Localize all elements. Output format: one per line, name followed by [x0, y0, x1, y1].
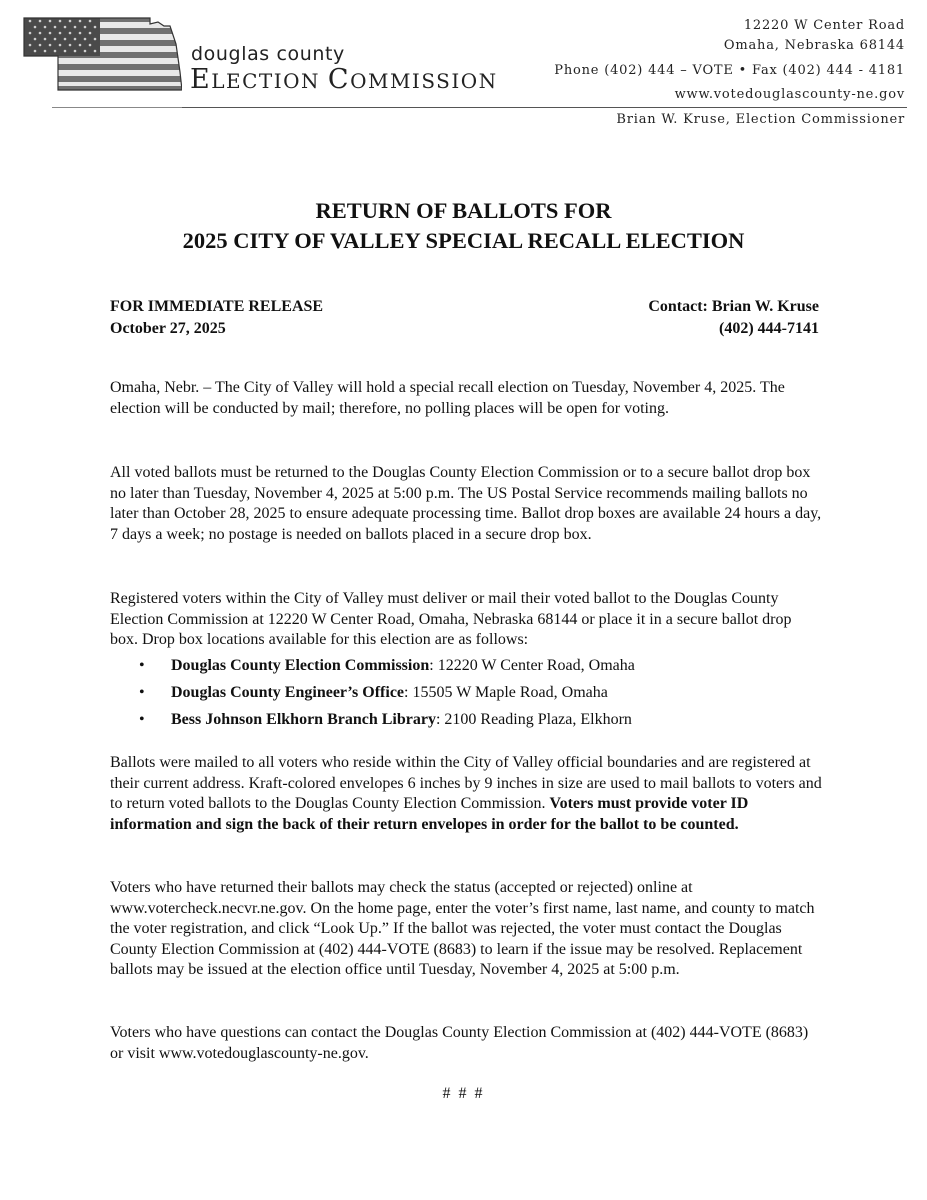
- contact-name: Contact: Brian W. Kruse: [648, 298, 819, 315]
- release-block: [110, 296, 323, 340]
- divider-left: [52, 107, 187, 108]
- letterhead: [0, 0, 927, 140]
- paragraph-1: Omaha, Nebr. – The City of Valley will hold a special recall election on Tuesday, November 4, 2025. The election will be conducted by mail; therefore, no polling places will be open for voting.: [110, 379, 785, 417]
- page-title: [0, 196, 927, 256]
- location-sep: :: [435, 711, 445, 728]
- drop-box-list: [110, 655, 822, 736]
- location-name: Douglas County Engineer’s Office: [171, 684, 405, 701]
- title-line2: 2025 CITY OF VALLEY SPECIAL RECALL ELECTION: [182, 228, 745, 253]
- title-line1: RETURN OF BALLOTS FOR: [315, 198, 612, 223]
- end-mark: # # #: [442, 1085, 485, 1102]
- paragraph-4: [110, 753, 822, 835]
- org-name-rest-2: OMMISSION: [350, 69, 498, 93]
- phone-fax: Phone (402) 444 – VOTE • Fax (402) 444 - 4181: [554, 63, 905, 78]
- release-date: October 27, 2025: [110, 320, 226, 337]
- location-name: Bess Johnson Elkhorn Branch Library: [171, 711, 436, 728]
- org-name-cap-e: E: [190, 64, 212, 95]
- org-name-line1: douglas county: [191, 43, 345, 65]
- paragraph-3: Registered voters within the City of Valley must deliver or mail their voted ballot to the Douglas County Election Commission at 12220 W Center Road, Omaha, Nebraska 68144 or place it in a secure ballot drop box. Drop box locations available for this election are as follows:: [110, 590, 792, 649]
- org-name-line2: [190, 66, 498, 93]
- contact-block: [648, 296, 819, 340]
- location-address: 15505 W Maple Road, Omaha: [412, 684, 608, 701]
- paragraph-2: All voted ballots must be returned to the Douglas County Election Commission or to a secure ballot drop box no later than Tuesday, November 4, 2025 at 5:00 p.m. The US Postal Service recommends mailing ballots no later than October 28, 2025 to ensure adequate processing time. Ballot drop boxes are available 24 hours a day, 7 days a week; no postage is needed on ballots placed in a secure drop box.: [110, 464, 822, 543]
- commissioner-name: Brian W. Kruse, Election Commissioner: [616, 112, 905, 127]
- location-name: Douglas County Election Commission: [171, 657, 430, 674]
- bullet-icon: •: [139, 657, 145, 674]
- location-sep: :: [429, 657, 438, 674]
- location-address: 2100 Reading Plaza, Elkhorn: [444, 711, 632, 728]
- org-name-rest-1: LECTION: [211, 69, 328, 93]
- bullet-icon: •: [139, 684, 145, 701]
- paragraph-4-emphasis: Voters must provide voter ID information and sign the back of their return envelopes in order for the ballot to be counted.: [110, 795, 749, 833]
- location-address: 12220 W Center Road, Omaha: [437, 657, 635, 674]
- location-sep: :: [404, 684, 413, 701]
- release-label: FOR IMMEDIATE RELEASE: [110, 298, 324, 315]
- address-line1: 12220 W Center Road: [743, 18, 905, 33]
- divider: [182, 107, 907, 108]
- org-name-cap-c: C: [327, 64, 351, 95]
- bullet-icon: •: [139, 711, 145, 728]
- list-item: [110, 655, 822, 682]
- address-line2: Omaha, Nebraska 68144: [723, 38, 905, 53]
- list-item: [110, 682, 822, 709]
- list-item: [110, 709, 822, 736]
- paragraph-5: Voters who have returned their ballots may check the status (accepted or rejected) online at www.votercheck.necvr.ne.gov. On the home page, enter the voter’s first name, last name, and county to match the voter registration, and click “Look Up.” If the ballot was rejected, the voter must contact the Douglas County Election Commission at (402) 444-VOTE (8683) to learn if the issue may be resolved. Replacement ballots may be issued at the election office until Tuesday, November 4, 2025 at 5:00 p.m.: [110, 879, 815, 979]
- paragraph-4-text: Ballots were mailed to all voters who reside within the City of Valley official boundaries and are registered at their current address. Kraft-colored envelopes 6 inches by 9 inches in size are used to mail ballots to voters and to return voted ballots to the Douglas County Election Commission.: [110, 754, 822, 813]
- website-link[interactable]: www.votedouglascounty-ne.gov: [674, 87, 905, 102]
- paragraph-6: Voters who have questions can contact the Douglas County Election Commission at (402) 444-VOTE (8683) or visit www.votedouglascounty-ne.gov.: [110, 1024, 809, 1062]
- nebraska-flag-logo-icon: [22, 16, 182, 92]
- contact-phone: (402) 444-7141: [719, 320, 819, 337]
